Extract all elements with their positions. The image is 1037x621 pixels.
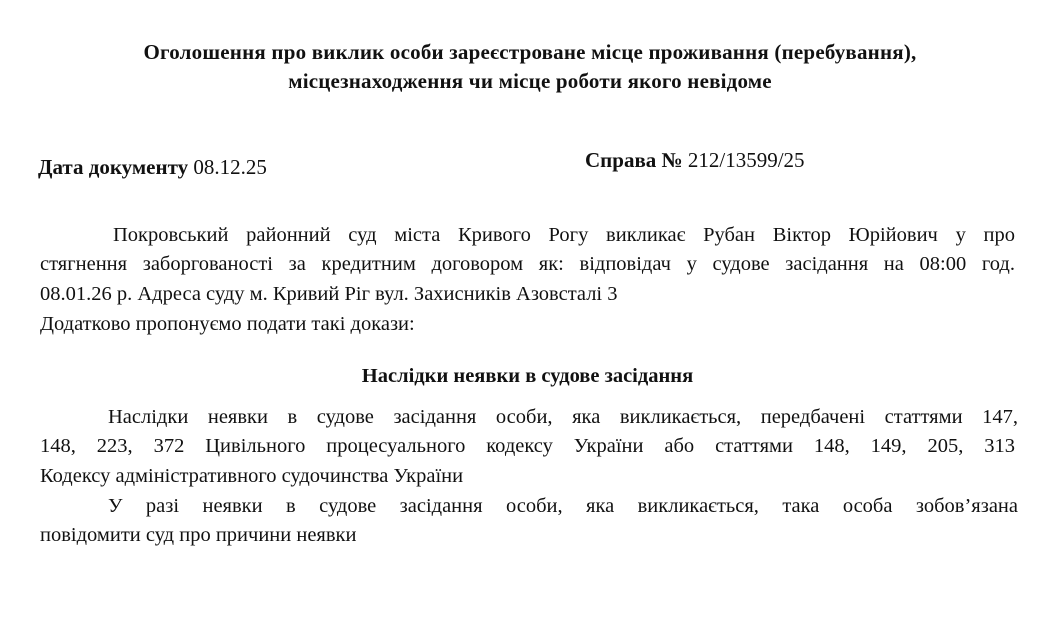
date-label: Дата документу [38, 155, 189, 179]
date-value: 08.12.25 [193, 155, 267, 179]
consequences-heading: Наслідки неявки в судове засідання [361, 365, 694, 387]
court-address-line: 08.01.26 р. Адреса суду м. Кривий Ріг вул. Захисників Азовсталі 3 [40, 283, 618, 305]
case-label: Справа № [585, 148, 683, 172]
summons-text-line-2: стягнення заборгованості за кредитним договором як: відповідач у судове засідання на 08:00 год. [40, 253, 1015, 275]
notice-title-line-1: Оголошення про виклик особи зареєстроване місце проживання (перебування), [143, 40, 917, 64]
obligation-text-line-2: повідомити суд про причини неявки [40, 524, 357, 546]
obligation-text-line-1: У разі неявки в судове засідання особи, яка викликається, така особа зобов’язана [108, 495, 1018, 517]
consequences-text-line-3: Кодексу адміністративного судочинства України [40, 465, 464, 487]
case-value: 212/13599/25 [687, 148, 805, 172]
document-date [38, 155, 267, 179]
evidence-request-line: Додатково пропонуємо подати такі докази: [40, 313, 415, 335]
notice-title-line-2: місцезнаходження чи місце роботи якого невідоме [288, 69, 772, 93]
consequences-text-line-2: 148, 223, 372 Цивільного процесуального кодексу України або статтями 148, 149, 205, 313 [40, 435, 1015, 457]
case-number [585, 148, 805, 172]
summons-text-line-1: Покровський районний суд міста Кривого Рогу викликає Рубан Віктор Юрійович у про [113, 224, 1015, 246]
consequences-text-line-1: Наслідки неявки в судове засідання особи, яка викликається, передбачені статтями 147, [108, 406, 1018, 428]
